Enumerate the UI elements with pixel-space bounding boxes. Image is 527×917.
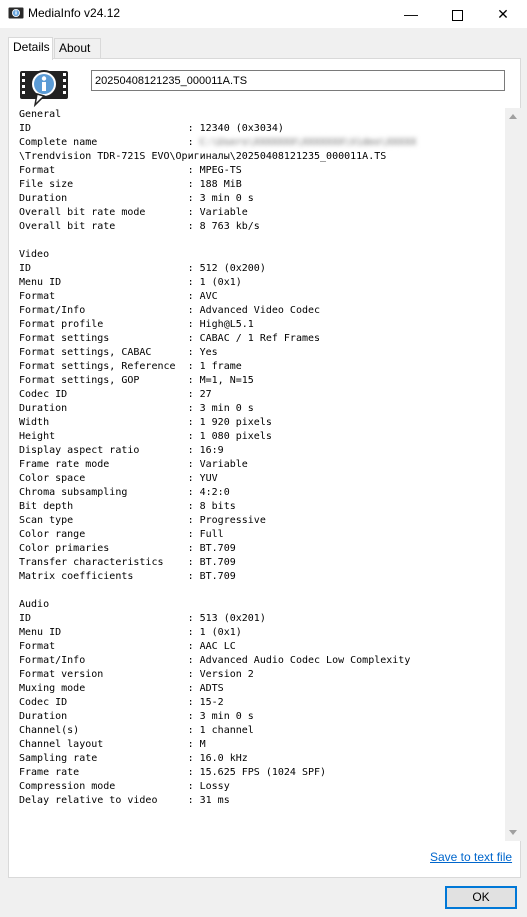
info-line: Frame rate : 15.625 FPS (1024 SPF) — [19, 767, 327, 778]
info-line: Codec ID : 15-2 — [19, 697, 224, 708]
file-name-field[interactable]: 20250408121235_000011A.TS — [91, 70, 505, 91]
info-line: Format settings, CABAC : Yes — [19, 347, 218, 358]
info-line: Channel layout : M — [19, 739, 206, 750]
info-line: Format : MPEG-TS — [19, 165, 242, 176]
info-line: Scan type : Progressive — [19, 515, 266, 526]
info-line: Complete name : C:\Users\XXXXXXX\XXXXXXX\Video\XXXXX — [19, 137, 417, 148]
info-line: Format settings, Reference : 1 frame — [19, 361, 242, 372]
window-title: MediaInfo v24.12 — [28, 6, 121, 20]
info-line: File size : 188 MiB — [19, 179, 242, 190]
maximize-button[interactable] — [434, 0, 480, 28]
info-line: Format settings, GOP : M=1, N=15 — [19, 375, 254, 386]
info-line: ID : 512 (0x200) — [19, 263, 266, 274]
scroll-down-icon[interactable] — [509, 830, 517, 835]
info-line: Video — [19, 249, 50, 260]
info-line: Format/Info : Advanced Audio Codec Low Complexity — [19, 655, 411, 666]
info-line: Channel(s) : 1 channel — [19, 725, 254, 736]
title-bar — [0, 0, 527, 28]
info-line: Width : 1 920 pixels — [19, 417, 272, 428]
tab-about[interactable]: About — [54, 38, 101, 59]
minimize-button[interactable]: — — [404, 6, 418, 22]
redacted-path: C:\Users\XXXXXXX\XXXXXXX\Video\XXXXX — [199, 137, 417, 148]
info-line: Matrix coefficients : BT.709 — [19, 571, 236, 582]
info-line: ID : 12340 (0x3034) — [19, 123, 284, 134]
info-line: Format settings : CABAC / 1 Ref Frames — [19, 333, 321, 344]
info-line: Menu ID : 1 (0x1) — [19, 627, 242, 638]
info-line: Format version : Version 2 — [19, 669, 254, 680]
info-line: Format profile : High@L5.1 — [19, 319, 254, 330]
info-line: Audio — [19, 599, 50, 610]
info-line: \Trendvision TDR-721S EVO\Оригиналы\20250408121235_000011A.TS — [19, 151, 387, 162]
info-line: Overall bit rate : 8 763 kb/s — [19, 221, 260, 232]
info-line: Color space : YUV — [19, 473, 218, 484]
scroll-up-icon[interactable] — [509, 114, 517, 119]
info-line: Compression mode : Lossy — [19, 781, 230, 792]
ok-button[interactable]: OK — [445, 886, 517, 909]
info-line: Height : 1 080 pixels — [19, 431, 272, 442]
info-line — [19, 234, 505, 248]
info-line: Transfer characteristics : BT.709 — [19, 557, 236, 568]
mediainfo-icon — [8, 7, 24, 21]
info-line: Menu ID : 1 (0x1) — [19, 277, 242, 288]
info-line — [19, 584, 505, 598]
info-lines — [19, 108, 505, 808]
info-line: Format/Info : Advanced Video Codec — [19, 305, 321, 316]
info-line: Format : AAC LC — [19, 641, 236, 652]
info-line: Display aspect ratio : 16:9 — [19, 445, 224, 456]
tab-details[interactable]: Details — [8, 37, 53, 60]
info-line: Overall bit rate mode : Variable — [19, 207, 248, 218]
media-info-text[interactable] — [19, 108, 505, 841]
mediainfo-logo-icon — [19, 68, 69, 108]
info-line: Duration : 3 min 0 s — [19, 711, 254, 722]
details-panel — [8, 58, 521, 878]
info-line: Chroma subsampling : 4:2:0 — [19, 487, 230, 498]
info-line: Delay relative to video : 31 ms — [19, 795, 230, 806]
info-line: Codec ID : 27 — [19, 389, 212, 400]
info-line: General — [19, 109, 62, 120]
info-line: Color range : Full — [19, 529, 224, 540]
info-line: Frame rate mode : Variable — [19, 459, 248, 470]
info-line: Bit depth : 8 bits — [19, 501, 236, 512]
maximize-icon — [452, 10, 463, 21]
info-line: Sampling rate : 16.0 kHz — [19, 753, 248, 764]
info-line: Duration : 3 min 0 s — [19, 403, 254, 414]
vertical-scrollbar[interactable] — [505, 108, 522, 841]
close-button[interactable]: ✕ — [497, 6, 509, 22]
info-line: Duration : 3 min 0 s — [19, 193, 254, 204]
info-line: Format : AVC — [19, 291, 218, 302]
info-line: ID : 513 (0x201) — [19, 613, 266, 624]
save-to-text-file-link[interactable]: Save to text file — [430, 850, 513, 864]
info-line: Muxing mode : ADTS — [19, 683, 224, 694]
info-line: Color primaries : BT.709 — [19, 543, 236, 554]
